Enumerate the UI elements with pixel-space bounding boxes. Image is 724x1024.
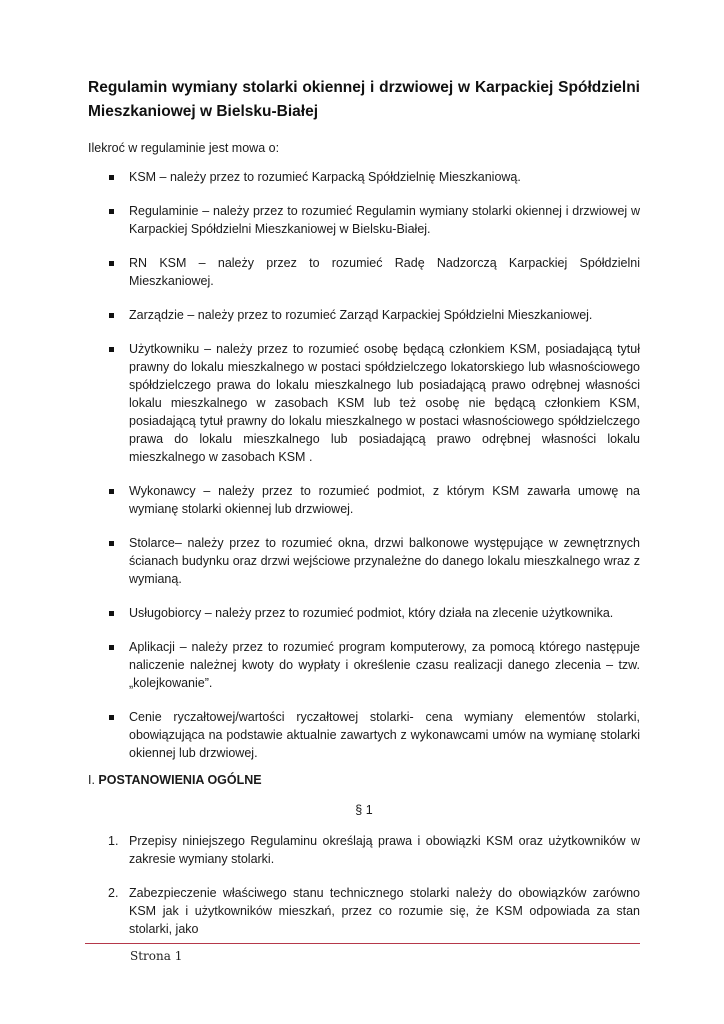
- definition-text: Aplikacji – należy przez to rozumieć program komputerowy, za pomocą którego następuje naliczenie należnej kwoty do wypłaty i określenie czasu realizacji danego zlecenia – tzw. „kolejkowanie”.: [129, 640, 640, 690]
- bullet-icon: [109, 611, 114, 616]
- rule-number: 2.: [108, 886, 119, 900]
- bullet-icon: [109, 715, 114, 720]
- section-heading: [88, 772, 262, 788]
- definition-text: Zarządzie – należy przez to rozumieć Zarząd Karpackiej Spółdzielni Mieszkaniowej.: [129, 308, 593, 322]
- paragraph-mark: § 1: [355, 803, 373, 817]
- footer-rule: [85, 943, 640, 944]
- definition-item: [88, 340, 640, 466]
- bullet-icon: [109, 261, 114, 266]
- definition-text: Wykonawcy – należy przez to rozumieć podmiot, z którym KSM zawarła umowę na wymianę stolarki okiennej lub drzwiowej.: [129, 484, 640, 516]
- bullet-icon: [109, 209, 114, 214]
- definition-text: Stolarce– należy przez to rozumieć okna, drzwi balkonowe występujące w zewnętrznych ścianach budynku oraz drzwi wejściowe przynależne do danego lokalu mieszkalnego wraz z wymianą.: [129, 536, 640, 586]
- definition-text: Usługobiorcy – należy przez to rozumieć podmiot, który działa na zlecenie użytkownika.: [129, 606, 614, 620]
- definition-item: [88, 168, 640, 186]
- bullet-icon: [109, 541, 114, 546]
- definition-text: KSM – należy przez to rozumieć Karpacką Spółdzielnię Mieszkaniową.: [129, 170, 521, 184]
- section-title: POSTANOWIENIA OGÓLNE: [98, 773, 262, 787]
- definition-item: [88, 534, 640, 588]
- definition-item: [88, 202, 640, 238]
- page-number: Strona 1: [130, 949, 183, 963]
- definition-item: [88, 482, 640, 518]
- bullet-icon: [109, 313, 114, 318]
- intro-text: Ilekroć w regulaminie jest mowa o:: [88, 141, 280, 155]
- bullet-icon: [109, 645, 114, 650]
- definition-item: [88, 708, 640, 762]
- definition-text: Regulaminie – należy przez to rozumieć Regulamin wymiany stolarki okiennej i drzwiowej w Karpackiej Spółdzielni Mieszkaniowej w Bielsku-Białej.: [129, 204, 640, 236]
- definition-text: Cenie ryczałtowej/wartości ryczałtowej stolarki- cena wymiany elementów stolarki, obowiązująca na podstawie aktualnie zawartych z wykonawcami umów na wymianę stolarki okiennej lub drzwiowej.: [129, 710, 640, 760]
- definition-item: [88, 638, 640, 692]
- rule-item: [88, 884, 640, 938]
- rule-text: Przepisy niniejszego Regulaminu określają prawa i obowiązki KSM oraz użytkowników w zakresie wymiany stolarki.: [129, 834, 640, 866]
- bullet-icon: [109, 175, 114, 180]
- rule-item: [88, 832, 640, 868]
- definitions-list: [88, 168, 640, 778]
- definition-item: [88, 604, 640, 622]
- definition-text: RN KSM – należy przez to rozumieć Radę Nadzorczą Karpackiej Spółdzielni Mieszkaniowej.: [129, 256, 640, 288]
- rule-number: 1.: [108, 834, 119, 848]
- rule-text: Zabezpieczenie właściwego stanu technicznego stolarki należy do obowiązków zarówno KSM jak i użytkowników mieszkań, przez co rozumie się, że KSM odpowiada za stan stolarki, jako: [129, 886, 640, 936]
- definition-item: [88, 254, 640, 290]
- bullet-icon: [109, 489, 114, 494]
- section-number: I.: [88, 773, 99, 787]
- definition-text: Użytkowniku – należy przez to rozumieć osobę będącą członkiem KSM, posiadającą tytuł prawny do lokalu mieszkalnego w postaci spółdzielczego lokatorskiego lub własnościowego spółdzielczego prawa do lokalu mieszkalnego lub posiadającą prawo odrębnej własności lokalu mieszkalnego w zasobach KSM lub też osobę nie będącą członkiem KSM, posiadającą tytuł prawny do lokalu mieszkalnego w postaci własnościowego spółdzielczego prawa do lokalu mieszkalnego lub posiadającą prawo odrębnej własności lokalu mieszkalnego w zasobach KSM .: [129, 342, 640, 464]
- rules-list: [88, 832, 640, 954]
- document-title: Regulamin wymiany stolarki okiennej i drzwiowej w Karpackiej Spółdzielni Mieszkaniowej w Bielsku-Białej: [88, 79, 640, 120]
- definition-item: [88, 306, 640, 324]
- bullet-icon: [109, 347, 114, 352]
